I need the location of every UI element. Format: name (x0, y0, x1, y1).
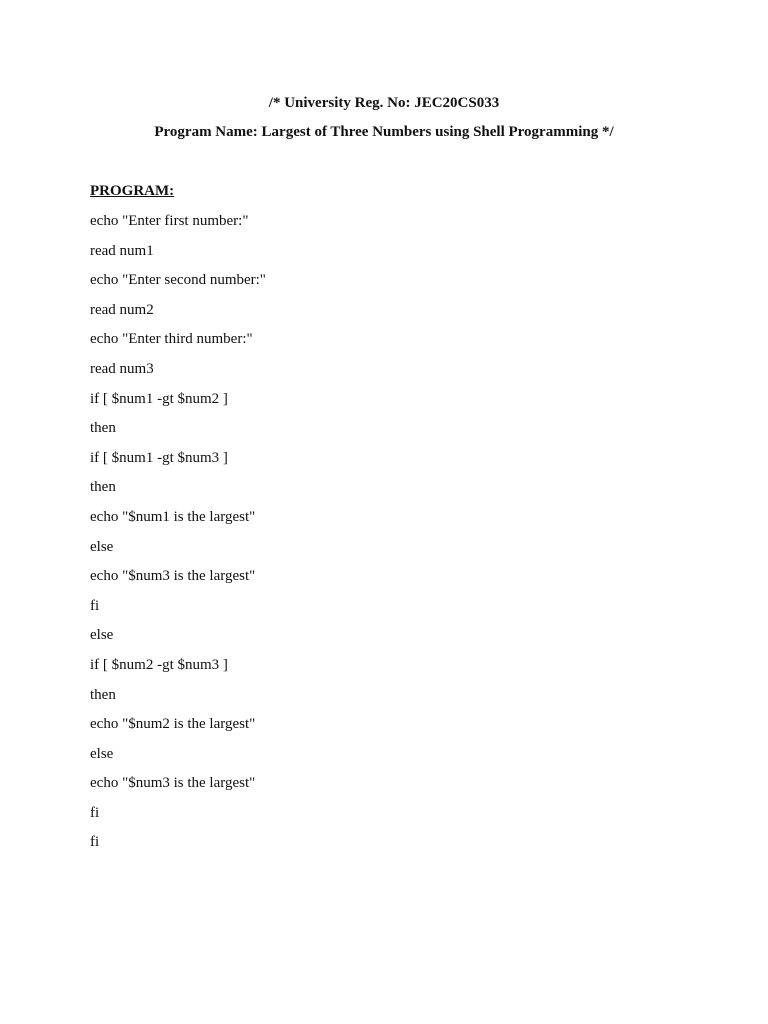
code-line: echo "$num2 is the largest" (90, 716, 256, 733)
code-line: then (90, 686, 116, 703)
code-line: echo "Enter second number:" (90, 272, 266, 289)
code-line: if [ $num1 -gt $num3 ] (90, 449, 228, 466)
program-name-heading: Program Name: Largest of Three Numbers using Shell Programming */ (154, 124, 614, 140)
code-line: fi (90, 804, 100, 821)
reg-number-heading: /* University Reg. No: JEC20CS033 (268, 95, 500, 111)
code-listing (90, 212, 266, 863)
code-line: then (90, 479, 116, 496)
code-line: read num2 (90, 301, 154, 318)
program-section-label: PROGRAM: (90, 183, 175, 199)
code-line: else (90, 627, 114, 644)
code-line: echo "$num3 is the largest" (90, 775, 256, 792)
code-line: then (90, 420, 116, 437)
code-line: echo "$num1 is the largest" (90, 508, 256, 525)
code-line: echo "Enter first number:" (90, 213, 249, 229)
code-line: else (90, 745, 114, 762)
code-line: read num3 (90, 360, 154, 377)
code-line: echo "Enter third number:" (90, 331, 253, 348)
code-line: fi (90, 834, 100, 851)
code-line: if [ $num1 -gt $num2 ] (90, 390, 228, 407)
code-line: fi (90, 597, 100, 614)
code-line: read num1 (90, 242, 154, 259)
code-line: if [ $num2 -gt $num3 ] (90, 656, 228, 673)
code-line: echo "$num3 is the largest" (90, 568, 256, 585)
code-line: else (90, 538, 114, 555)
